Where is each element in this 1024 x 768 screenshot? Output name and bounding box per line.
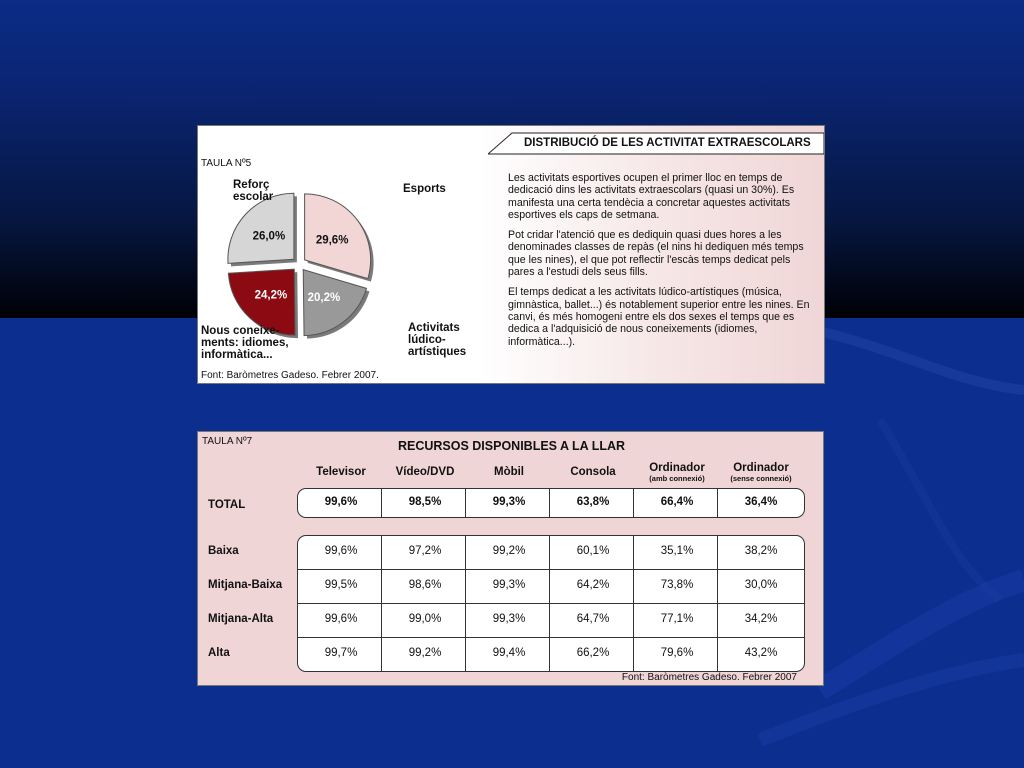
- table-cell: 35,1%: [660, 545, 694, 557]
- pie-value-label: 24,2%: [254, 289, 288, 302]
- table-cell: 99,3%: [492, 579, 526, 591]
- activities-description: [508, 172, 814, 356]
- pie-category-label: Nous coneixe-: [201, 325, 280, 337]
- total-cell: 66,4%: [660, 496, 694, 508]
- total-cell: 98,5%: [408, 496, 442, 508]
- column-header: [719, 462, 803, 483]
- table-cell: 64,7%: [576, 613, 610, 625]
- row-label: Mitjana-Baixa: [208, 579, 283, 591]
- column-divider: [549, 535, 550, 671]
- column-header: [635, 462, 719, 483]
- table-cell: 99,7%: [324, 647, 358, 659]
- table-cell: 38,2%: [744, 545, 778, 557]
- pie-category-label: Activitats: [408, 322, 460, 334]
- column-header-name: Televisor: [316, 466, 366, 478]
- table-cell: 77,1%: [660, 613, 694, 625]
- column-header-name: Ordinador: [649, 462, 705, 474]
- pie-category-label: lúdico-: [408, 334, 446, 346]
- column-divider: [381, 535, 382, 671]
- table-cell: 60,1%: [576, 545, 610, 557]
- table-cell: 66,2%: [576, 647, 610, 659]
- column-header-name: Mòbil: [493, 466, 525, 478]
- table-cell: 99,6%: [324, 613, 358, 625]
- table-cell: 99,3%: [492, 613, 526, 625]
- column-header-name: Consola: [570, 466, 616, 478]
- pie-category-label: escolar: [233, 191, 274, 203]
- table-cell: 79,6%: [660, 647, 694, 659]
- table-cell: 97,2%: [408, 545, 442, 557]
- pie-category-label: informàtica...: [201, 349, 273, 361]
- activities-title: DISTRIBUCIÓ DE LES ACTIVITAT EXTRAESCOLARS: [524, 137, 811, 149]
- table-label-7: TAULA Nº7: [202, 436, 253, 447]
- column-header: [551, 466, 635, 479]
- table-label-5: TAULA Nº5: [201, 158, 252, 169]
- table-cell: 30,0%: [744, 579, 778, 591]
- pie-category-label: Reforç: [233, 179, 270, 191]
- pie-value-label: 29,6%: [315, 234, 349, 247]
- row-divider: [297, 637, 805, 638]
- table-cell: 99,6%: [324, 545, 358, 557]
- table-cell: 99,0%: [408, 613, 442, 625]
- column-divider: [381, 488, 382, 518]
- resources-panel: [197, 431, 824, 686]
- column-header: [467, 466, 551, 479]
- column-divider: [633, 488, 634, 518]
- column-divider: [717, 488, 718, 518]
- table-cell: 99,2%: [408, 647, 442, 659]
- table-cell: 99,5%: [324, 579, 358, 591]
- column-divider: [549, 488, 550, 518]
- column-header-name: Vídeo/DVD: [395, 466, 455, 478]
- pie-slice: [228, 193, 294, 263]
- column-divider: [717, 535, 718, 671]
- total-cell: 63,8%: [576, 496, 610, 508]
- row-divider: [297, 569, 805, 570]
- table-cell: 73,8%: [660, 579, 694, 591]
- paragraph-2: Pot cridar l'atenció que es dediquin quasi dues hores a les denominades classes de repàs (el nins hi dediquen més temps que les nines), el que pot reflectir l'escàs temps dedicat pels pares a l'estudi dels seus fills.: [508, 229, 804, 279]
- total-cell: 36,4%: [744, 496, 778, 508]
- column-divider: [465, 535, 466, 671]
- paragraph-1: Les activitats esportives ocupen el primer lloc en temps de dedicació dins les activitats extraescolars (quasi un 30%). Es manifesta una certa tendècia a concretar aquestes activitats esportives els caps de setmana.: [508, 172, 795, 221]
- row-label-total: TOTAL: [208, 499, 246, 511]
- table-cell: 34,2%: [744, 613, 778, 625]
- source-note-2: Font: Baròmetres Gadeso. Febrer 2007: [621, 672, 797, 683]
- table-cell: 64,2%: [576, 579, 610, 591]
- pie-value-label: 26,0%: [252, 230, 286, 243]
- row-label: Mitjana-Alta: [208, 613, 274, 625]
- table-cell: 99,4%: [492, 647, 526, 659]
- pie-category-label: ments: idiomes,: [201, 337, 289, 349]
- row-label: Alta: [208, 647, 230, 659]
- row-divider: [297, 603, 805, 604]
- row-label: Baixa: [208, 545, 239, 557]
- total-cell: 99,3%: [492, 496, 526, 508]
- column-divider: [465, 488, 466, 518]
- total-cell: 99,6%: [324, 496, 358, 508]
- table-cell: 98,6%: [408, 579, 442, 591]
- table-cell: 99,2%: [492, 545, 526, 557]
- activities-panel: [197, 125, 825, 384]
- column-header-sub: (sense connexió): [730, 474, 792, 483]
- column-header: [299, 466, 383, 479]
- source-note-1: Font: Baròmetres Gadeso. Febrer 2007.: [201, 370, 379, 381]
- pie-category-label: artístiques: [408, 346, 467, 358]
- pie-value-label: 20,2%: [307, 291, 341, 304]
- column-divider: [633, 535, 634, 671]
- table-cell: 43,2%: [744, 647, 778, 659]
- column-header-sub: (amb connexió): [649, 474, 705, 483]
- column-header-name: Ordinador: [733, 462, 789, 474]
- pie-category-label: Esports: [403, 183, 446, 195]
- resources-title: RECURSOS DISPONIBLES A LA LLAR: [397, 439, 626, 453]
- column-header: [383, 466, 467, 479]
- paragraph-3: El temps dedicat a les activitats lúdico-artístiques (música, gimnàstica, ballet...) és notablement superior entre les nines. En canvi, és més homogeni entre els dos sexes el temps que es dedica a l'adquisició de nous coneixements (idiomes, informàtica...).: [508, 286, 810, 348]
